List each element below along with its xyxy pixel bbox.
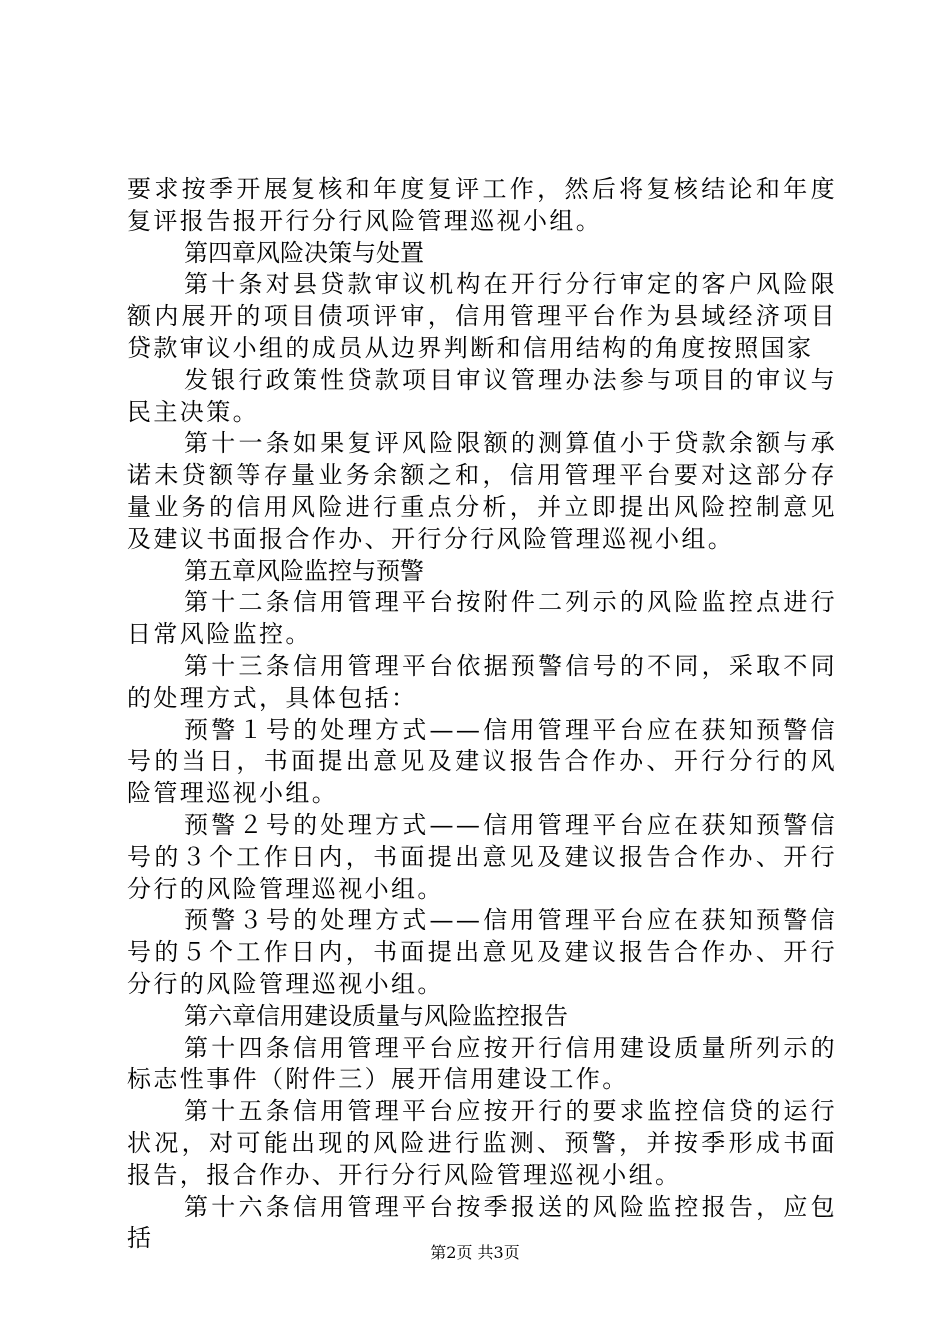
chapter-heading-4: 第四章风险决策与处置 <box>184 238 424 267</box>
article-10-continued: 发银行政策性贷款项目审议管理办法参与项目的审议与民主决策。 <box>127 365 837 426</box>
chapter-heading-6: 第六章信用建设质量与风险监控报告 <box>184 1001 568 1030</box>
warning-1-procedure: 预警１号的处理方式——信用管理平台应在获知预警信号的当日，书面提出意见及建议报告合作办、开行分行的风险管理巡视小组。 <box>127 715 837 808</box>
article-16: 第十六条信用管理平台按季报送的风险监控报告，应包括 <box>127 1192 837 1253</box>
chapter-heading-5: 第五章风险监控与预警 <box>184 556 424 585</box>
article-11: 第十一条如果复评风险限额的测算值小于贷款余额与承诺未贷额等存量业务余额之和，信用管理平台要对这部分存量业务的信用风险进行重点分析，并立即提出风险控制意见及建议书面报合作办、开行分行风险管理巡视小组。 <box>127 429 837 553</box>
document-body <box>127 174 837 1255</box>
warning-3-procedure: 预警３号的处理方式——信用管理平台应在获知预警信号的５个工作日内，书面提出意见及建议报告合作办、开行分行的风险管理巡视小组。 <box>127 906 837 998</box>
article-15: 第十五条信用管理平台应按开行的要求监控信贷的运行状况，对可能出现的风险进行监测、预警，并按季形成书面报告，报合作办、开行分行风险管理巡视小组。 <box>127 1097 837 1189</box>
article-13: 第十三条信用管理平台依据预警信号的不同，采取不同的处理方式，具体包括： <box>127 651 837 712</box>
article-10: 第十条对县贷款审议机构在开行分行审定的客户风险限额内展开的项目债项评审，信用管理平台作为县域经济项目贷款审议小组的成员从边界判断和信用结构的角度按照国家 <box>127 270 837 362</box>
article-14: 第十四条信用管理平台应按开行信用建设质量所列示的标志性事件（附件三）展开信用建设工作。 <box>127 1033 837 1094</box>
article-12: 第十二条信用管理平台按附件二列示的风险监控点进行日常风险监控。 <box>127 588 837 649</box>
paragraph-continued: 要求按季开展复核和年度复评工作，然后将复核结论和年度复评报告报开行分行风险管理巡视小组。 <box>127 175 837 235</box>
warning-2-procedure: 预警２号的处理方式——信用管理平台应在获知预警信号的３个工作日内，书面提出意见及建议报告合作办、开行分行的风险管理巡视小组。 <box>127 810 837 903</box>
page-number-footer: 第2页 共3页 <box>430 1243 520 1262</box>
